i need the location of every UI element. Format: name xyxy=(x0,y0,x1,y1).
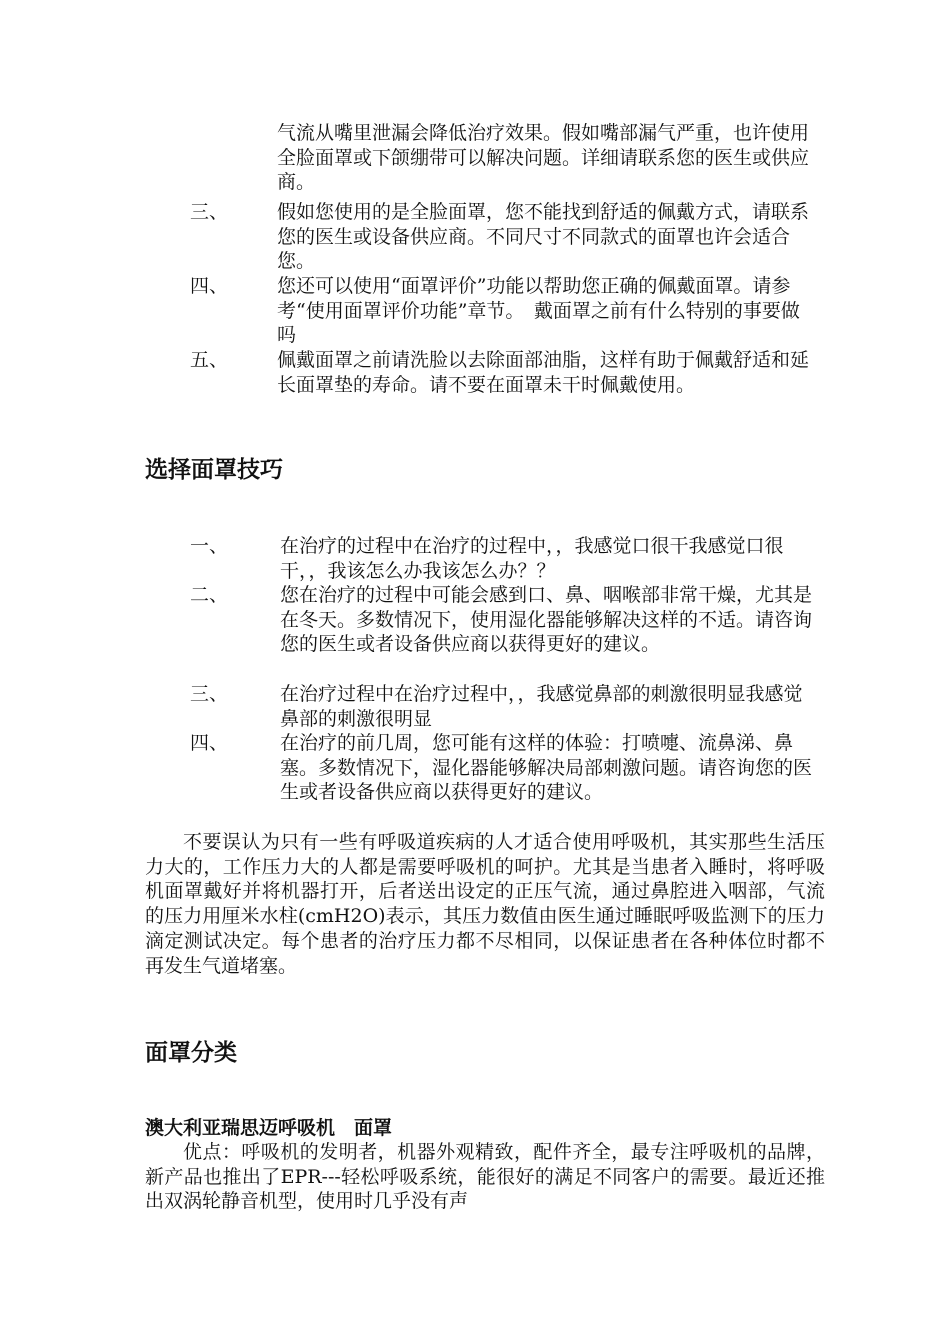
list-number: 四、 xyxy=(190,275,229,297)
list-number: 四、 xyxy=(190,732,229,754)
list-text: 您在治疗的过程中可能会感到口、鼻、咽喉部非常干燥，尤其是在冬天。多数情况下，使用湿化器能够解决这样的不适。请咨询您的医生或者设备供应商以获得更好的建议。 xyxy=(280,584,813,655)
list-number: 一、 xyxy=(190,535,229,557)
list-text: 佩戴面罩之前请洗脸以去除面部油脂，这样有助于佩戴舒适和延长面罩垫的寿命。请不要在面罩未干时佩戴使用。 xyxy=(277,349,810,396)
list-item-continuation: 气流从嘴里泄漏会降低治疗效果。假如嘴部漏气严重，也许使用全脸面罩或下颌绷带可以解决问题。详细请联系您的医生或供应商。 xyxy=(277,122,810,193)
section-heading: 面罩分类 xyxy=(145,1040,237,1066)
list-text: 在治疗的前几周，您可能有这样的体验：打喷嚏、流鼻涕、鼻塞。多数情况下，湿化器能够解决局部刺激问题。请咨询您的医生或者设备供应商以获得更好的建议。 xyxy=(280,732,813,803)
list-number: 三、 xyxy=(190,201,229,223)
list-number: 三、 xyxy=(190,683,229,705)
list-text: 您还可以使用“面罩评价”功能以帮助您正确的佩戴面罩。请参考“使用面罩评价功能”章节。 戴面罩之前有什么特别的事要做吗 xyxy=(277,275,800,346)
list-text: 在治疗的过程中在治疗的过程中，，我感觉口很干我感觉口很干，，我该怎么办我该怎么办？？ xyxy=(280,535,784,582)
section-heading: 选择面罩技巧 xyxy=(145,457,283,483)
list-text: 在治疗过程中在治疗过程中，，我感觉鼻部的刺激很明显我感觉鼻部的刺激很明显 xyxy=(280,683,803,730)
list-number: 五、 xyxy=(190,349,229,371)
subsection-heading: 澳大利亚瑞思迈呼吸机 面罩 xyxy=(145,1117,393,1139)
list-text: 假如您使用的是全脸面罩，您不能找到舒适的佩戴方式，请联系您的医生或设备供应商。不同尺寸不同款式的面罩也许会适合您。 xyxy=(277,201,810,272)
body-paragraph: 优点：呼吸机的发明者，机器外观精致，配件齐全，最专注呼吸机的品牌，新产品也推出了EPR---轻松呼吸系统，能很好的满足不同客户的需要。最近还推出双涡轮静音机型，使用时几乎没有声 xyxy=(145,1141,825,1213)
list-number: 二、 xyxy=(190,584,229,606)
body-paragraph: 不要误认为只有一些有呼吸道疾病的人才适合使用呼吸机，其实那些生活压力大的，工作压力大的人都是需要呼吸机的呵护。尤其是当患者入睡时，将呼吸机面罩戴好并将机器打开，后者送出设定的正压气流，通过鼻腔进入咽部，气流的压力用厘米水柱(cmH2O)表示，其压力数值由医生通过睡眠呼吸监测下的压力滴定测试决定。每个患者的治疗压力都不尽相同，以保证患者在各种体位时都不再发生气道堵塞。 xyxy=(145,831,825,977)
